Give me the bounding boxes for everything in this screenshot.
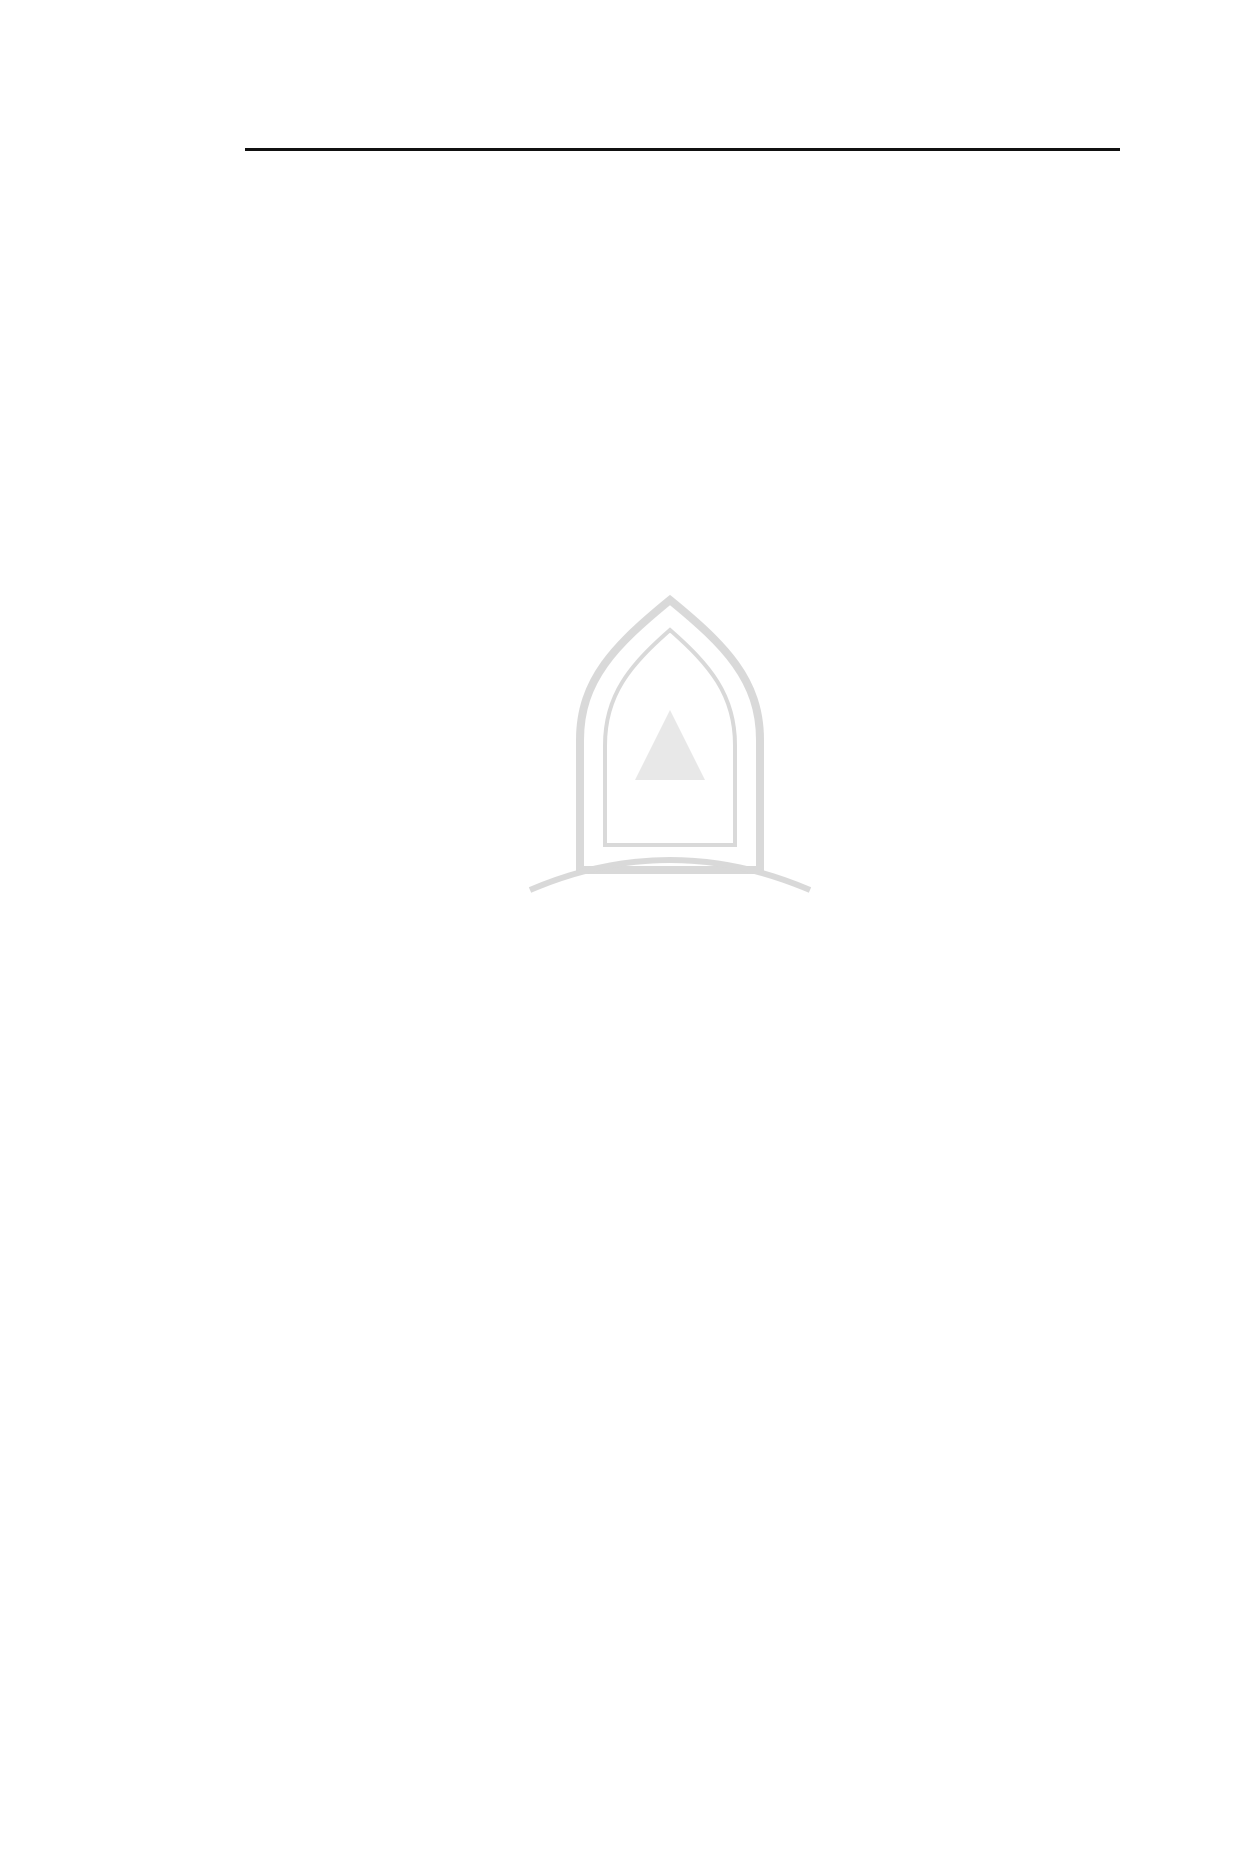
paragraph-continued	[215, 160, 1125, 216]
body-text	[215, 160, 1125, 552]
header-rule	[245, 148, 1120, 151]
paragraph-section-11	[215, 384, 1125, 440]
paragraph-section-12	[215, 496, 1125, 552]
library-seal-watermark-icon	[510, 590, 830, 920]
section-heading-11	[215, 328, 1125, 384]
paragraph-section-10	[215, 272, 1125, 328]
section-heading-10	[215, 216, 1125, 272]
running-head	[250, 92, 1110, 152]
section-heading-12	[215, 440, 1125, 496]
